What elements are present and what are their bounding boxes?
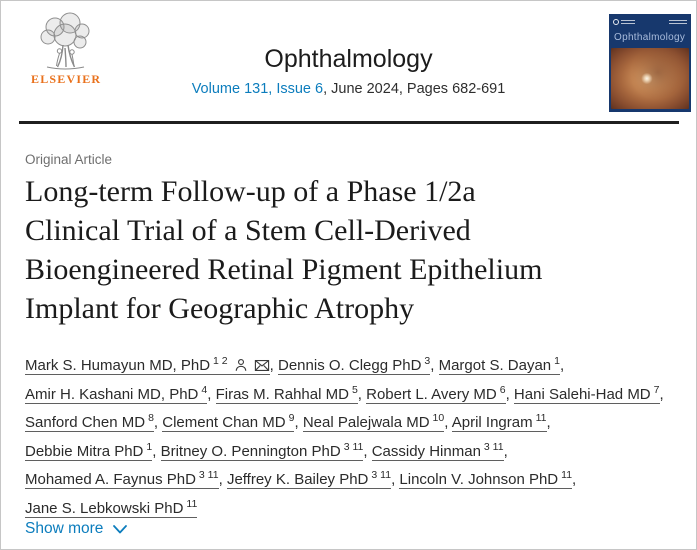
author-link[interactable] <box>227 471 391 489</box>
author-name: April Ingram <box>451 414 533 431</box>
author-line <box>25 352 684 381</box>
author-link[interactable] <box>25 440 153 461</box>
envelope-icon[interactable] <box>254 352 270 381</box>
author-affiliation-sup: 3 <box>424 355 431 367</box>
author-name: Dennis O. Clegg PhD <box>278 357 422 374</box>
author-line <box>25 438 684 467</box>
author-link[interactable] <box>25 471 219 489</box>
elsevier-logo[interactable] <box>31 12 102 87</box>
author-line <box>25 495 684 524</box>
volume-issue-link[interactable]: Volume 131, Issue 6 <box>191 81 324 97</box>
person-icon[interactable] <box>234 352 248 381</box>
author-name: Jane S. Lebkowski PhD <box>25 499 184 517</box>
author-link[interactable] <box>25 357 270 375</box>
author-link[interactable] <box>278 357 430 375</box>
author-name: Firas M. Rahhal MD <box>215 385 349 403</box>
author-separator: , <box>659 385 664 403</box>
author-link[interactable] <box>439 357 560 375</box>
article-title <box>25 172 676 328</box>
article-title-line: Clinical Trial of a Stem Cell-Derived <box>25 214 471 247</box>
cover-fundus-photo <box>611 48 689 109</box>
cover-journal-name: Ophthalmology <box>614 31 686 43</box>
header-divider <box>19 121 679 124</box>
author-link[interactable] <box>452 414 547 432</box>
author-name: Mohamed A. Faynus PhD <box>25 471 196 488</box>
author-link[interactable] <box>303 414 444 432</box>
show-more-label: Show more <box>25 520 104 537</box>
author-name: Margot S. Dayan <box>438 357 552 374</box>
author-separator: , <box>294 414 303 431</box>
author-affiliation-sup: 1 <box>554 355 560 367</box>
author-line <box>25 409 684 438</box>
author-affiliation-sup: 1 <box>146 440 153 453</box>
cover-society-text <box>621 18 635 26</box>
author-affiliation-sup: 7 <box>653 383 660 396</box>
author-link[interactable] <box>160 440 364 461</box>
author-name: Debbie Mitra PhD <box>25 442 144 460</box>
author-name: Neal Palejwala MD <box>302 414 430 431</box>
author-affiliation-sup: 9 <box>288 412 295 424</box>
author-separator: , <box>546 414 551 431</box>
author-separator: , <box>391 471 400 488</box>
author-list <box>25 352 684 523</box>
author-affiliation-sup: 10 <box>432 412 445 424</box>
author-link[interactable] <box>215 383 358 404</box>
author-separator: , <box>430 357 439 374</box>
author-link[interactable] <box>25 414 154 432</box>
author-affiliation-sup: 3 11 <box>371 469 392 481</box>
author-affiliation-sup: 5 <box>351 383 358 396</box>
author-name: Hani Salehi-Had MD <box>513 385 651 403</box>
cover-masthead <box>609 14 691 26</box>
author-affiliation-sup: 3 11 <box>198 469 219 481</box>
author-separator: , <box>218 471 227 488</box>
show-more-button[interactable] <box>25 520 127 538</box>
author-name: Amir H. Kashani MD, PhD <box>25 385 199 403</box>
author-name: Lincoln V. Johnson PhD <box>399 471 559 488</box>
author-affiliation-sup: 4 <box>201 383 208 396</box>
citation <box>111 81 586 97</box>
author-link[interactable] <box>25 497 198 518</box>
author-name: Sanford Chen MD <box>25 414 146 431</box>
author-name: Cassidy Hinman <box>371 442 481 460</box>
author-name: Britney O. Pennington PhD <box>160 442 341 460</box>
journal-title-link[interactable]: Ophthalmology <box>264 45 433 73</box>
author-link[interactable] <box>513 383 660 404</box>
author-separator: , <box>505 385 514 403</box>
author-link[interactable] <box>366 383 506 404</box>
author-separator: , <box>153 414 163 431</box>
author-separator: , <box>152 442 161 460</box>
author-line <box>25 381 684 410</box>
journal-cover-thumbnail[interactable] <box>609 14 691 112</box>
author-separator: , <box>269 357 278 374</box>
author-name: Robert L. Avery MD <box>366 385 497 403</box>
author-line <box>25 466 684 495</box>
author-separator: , <box>357 385 367 403</box>
elsevier-tree-icon <box>35 12 95 70</box>
author-name: Jeffrey K. Bailey PhD <box>226 471 369 488</box>
author-separator: , <box>444 414 452 431</box>
article-type-label: Original Article <box>25 152 113 167</box>
author-name: Clement Chan MD <box>162 414 286 431</box>
author-link[interactable] <box>371 440 504 461</box>
author-separator: , <box>503 442 508 460</box>
author-affiliation-sup: 1 2 <box>213 355 228 367</box>
article-title-line: Long-term Follow-up of a Phase 1/2a <box>25 175 476 208</box>
author-affiliation-sup: 11 <box>561 469 573 481</box>
author-link[interactable] <box>162 414 294 432</box>
author-separator: , <box>560 357 565 374</box>
author-name: Mark S. Humayun MD, PhD <box>25 357 211 374</box>
cover-editor-text <box>669 18 687 26</box>
author-affiliation-sup: 8 <box>148 412 154 424</box>
author-affiliation-sup: 3 11 <box>343 440 364 453</box>
author-link[interactable] <box>399 471 572 489</box>
author-affiliation-sup: 11 <box>186 497 198 510</box>
journal-header <box>111 45 586 97</box>
author-separator: , <box>363 442 372 460</box>
author-affiliation-sup: 3 11 <box>483 440 504 453</box>
chevron-down-icon <box>113 525 127 534</box>
author-affiliation-sup: 11 <box>535 412 547 424</box>
citation-date-pages: , June 2024, Pages 682-691 <box>323 81 506 97</box>
elsevier-wordmark: ELSEVIER <box>31 72 102 86</box>
article-title-line: Bioengineered Retinal Pigment Epithelium <box>25 253 543 286</box>
author-separator: , <box>572 471 577 488</box>
author-link[interactable] <box>25 383 208 404</box>
author-affiliation-sup: 6 <box>499 383 506 396</box>
cover-society-logo <box>613 18 635 26</box>
cover-logo-icon <box>613 19 619 25</box>
article-title-line: Implant for Geographic Atrophy <box>25 292 415 325</box>
author-separator: , <box>207 385 216 403</box>
